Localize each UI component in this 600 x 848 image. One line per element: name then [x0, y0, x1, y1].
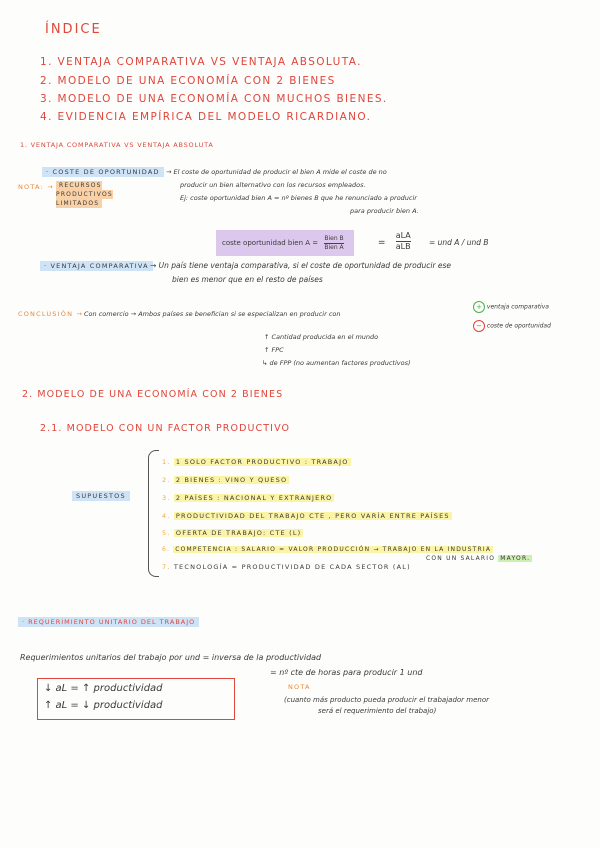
section-2-heading: 2. MODELO DE UNA ECONOMÍA CON 2 BIENES — [22, 389, 284, 400]
nota-3-line-1: (cuanto más producto pueda producir el trabajador menor — [284, 696, 489, 704]
page-title: ÍNDICE — [45, 22, 102, 37]
ventaja-definition-2: bien es menor que en el resto de países — [172, 275, 323, 284]
index-item: 1. VENTAJA COMPARATIVA VS VENTAJA ABSOLUTA. — [40, 56, 362, 68]
conclusion-text: Con comercio → Ambos países se benefician si se especializan en producir con — [84, 310, 341, 318]
supuesto-item: 7. TECNOLOGÍA = PRODUCTIVIDAD DE CADA SECTOR (AL) — [162, 563, 411, 571]
formula-denominator: Bien A — [324, 243, 344, 251]
supuestos-label: SUPUESTOS — [72, 492, 130, 500]
conclusion-label: CONCLUSIÓN → — [18, 310, 84, 318]
coste-definition-2: producir un bien alternativo con los recursos empleados. — [180, 181, 366, 189]
supuesto-item: 2. 2 BIENES : VINO Y QUESO — [162, 476, 288, 484]
brace-bottom-text: coste de oportunidad — [486, 322, 551, 330]
example-line-2: para producir bien A. — [350, 207, 419, 215]
requerimiento-definition-1: Requerimientos unitarios del trabajo por und = inversa de la productividad — [20, 653, 322, 662]
nota-label: NOTA: → — [18, 183, 54, 191]
section-2-1-heading: 2.1. MODELO CON UN FACTOR PRODUCTIVO — [40, 423, 291, 434]
formula-units: = und A / und B — [428, 238, 489, 247]
ventaja-definition-1: → Un país tiene ventaja comparativa, si el coste de oportunidad de producir ese — [150, 261, 452, 270]
supuestos-brace — [148, 450, 159, 577]
nota-3-line-2: será el requerimiento del trabajo) — [318, 707, 437, 715]
coste-definition-1: → El coste de oportunidad de producir el bien A mide el coste de no — [166, 168, 387, 176]
formula-fraction — [324, 235, 343, 250]
index-item: 2. MODELO DE UNA ECONOMÍA CON 2 BIENES — [40, 75, 336, 87]
section-1-heading: 1. VENTAJA COMPARATIVA VS VENTAJA ABSOLUTA — [20, 141, 214, 149]
plus-circle-icon: + — [473, 301, 485, 313]
index-item: 3. MODELO DE UNA ECONOMÍA CON MUCHOS BIENES. — [40, 93, 388, 105]
requerimiento-definition-2: = nº cte de horas para producir 1 und — [270, 668, 423, 677]
supuesto-6-continuation: CON UN SALARIO MAYOR. — [426, 555, 531, 562]
supuesto-item: 5. OFERTA DE TRABAJO: CTE (L) — [162, 529, 302, 537]
recursos-note: RECURSOS PRODUCTIVOS LIMITADOS — [56, 182, 113, 207]
formula-label: coste oportunidad bien A = — [222, 239, 319, 247]
box-line-1: ↓ aL = ↑ productividad — [44, 683, 163, 694]
nota-3-label: NOTA — [288, 683, 311, 691]
result-2: ↑ FPC — [264, 346, 284, 354]
coste-label: · COSTE DE OPORTUNIDAD — [42, 168, 164, 176]
result-3: ↳ de FPP (no aumentan factores productivos) — [262, 359, 411, 367]
brace-top-text: ventaja comparativa — [486, 303, 549, 311]
index-item: 4. EVIDENCIA EMPÍRICA DEL MODELO RICARDIANO. — [40, 111, 372, 123]
conclusion-brace-bottom — [473, 320, 551, 332]
formula-denominator-2: aLB — [395, 242, 411, 251]
formula-numerator-2: aLA — [395, 231, 411, 241]
conclusion-brace-top — [473, 301, 549, 313]
result-1: ↑ Cantidad producida en el mundo — [264, 333, 379, 341]
minus-circle-icon: − — [473, 320, 485, 332]
supuesto-item: 4. PRODUCTIVIDAD DEL TRABAJO CTE , PERO VARÍA ENTRE PAÍSES — [162, 512, 450, 520]
formula-equals: = — [377, 238, 386, 248]
example-line-1: Ej: coste oportunidad bien A = nº bienes B que he renunciado a producir — [180, 194, 417, 202]
formula-numerator: Bien B — [324, 235, 344, 243]
supuesto-item: 3. 2 PAÍSES : NACIONAL Y EXTRANJERO — [162, 494, 333, 502]
ventaja-label: · VENTAJA COMPARATIVA — [40, 262, 153, 270]
formula — [216, 230, 489, 258]
box-line-2: ↑ aL = ↓ productividad — [44, 700, 163, 711]
formula-fraction-2 — [396, 231, 411, 251]
supuesto-item: 6. COMPETENCIA : SALARIO = VALOR PRODUCCIÓN → TRABAJO EN LA INDUSTRIA — [162, 546, 492, 553]
supuesto-item: 1. 1 SOLO FACTOR PRODUCTIVO : TRABAJO — [162, 458, 349, 466]
section-3-heading: · REQUERIMIENTO UNITARIO DEL TRABAJO — [18, 618, 199, 626]
